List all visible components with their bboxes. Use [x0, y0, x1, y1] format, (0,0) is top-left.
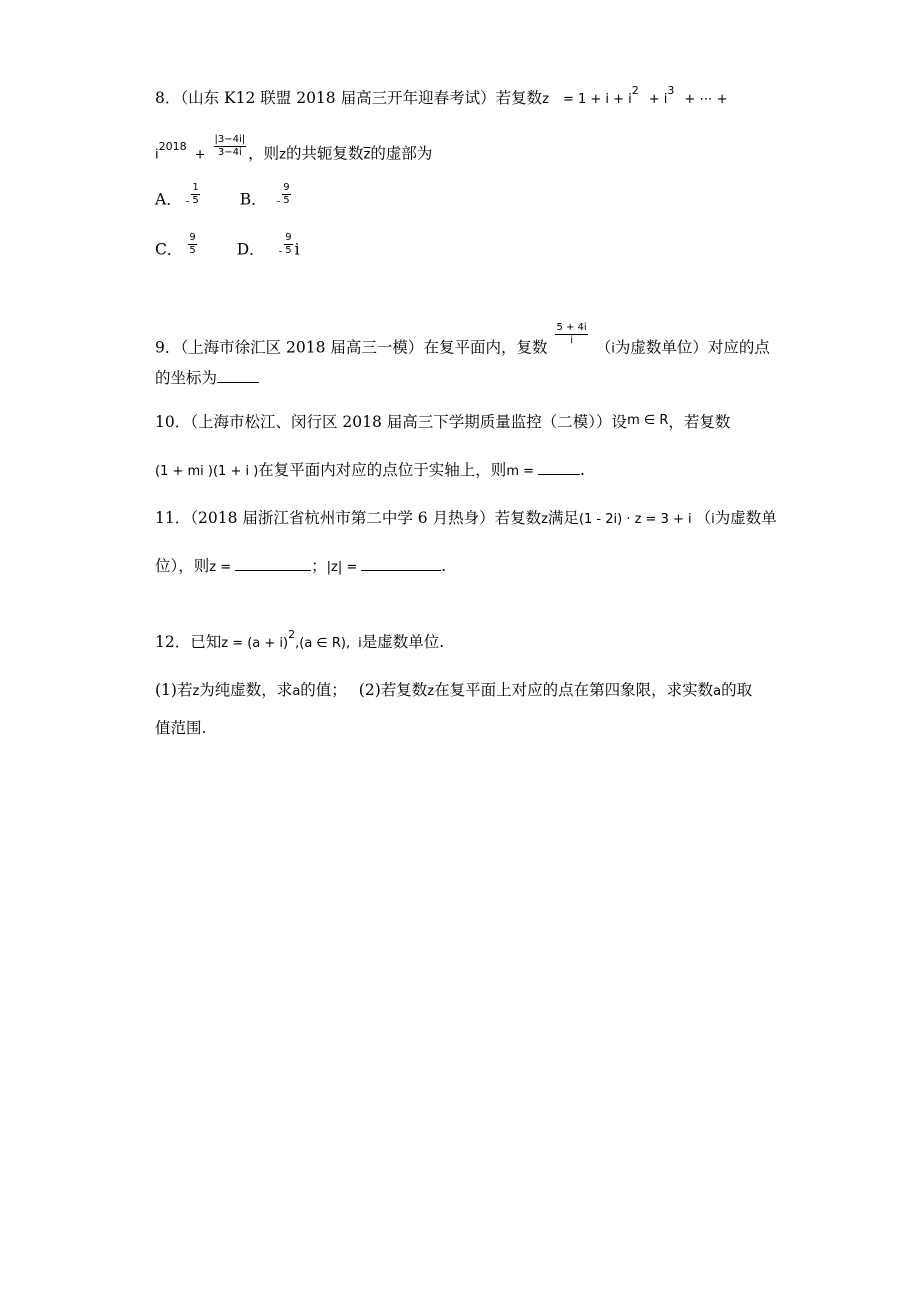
option-b-fraction: $\frac{9}{5}$	[283, 182, 290, 206]
q10-answer-blank[interactable]	[538, 460, 580, 475]
option-d-fraction: $\frac{9}{5}$	[285, 232, 292, 256]
question-8-options-ab: A． - $\frac{1}{5}$ B． - $\frac{9}{5}$	[155, 182, 290, 209]
q11-z-answer-blank[interactable]	[235, 556, 311, 571]
question-10-line-2: (1 + mi )(1 + i )在复平面内对应的点位于实轴上，则m = .	[155, 461, 585, 479]
q9-source: （上海市徐汇区 2018 届高三一模）	[180, 338, 424, 357]
q9-fraction: $\frac{5 + 4i}{i}$	[556, 322, 587, 346]
question-11-line-1: 11．（2018 届浙江省杭州市第二中学 6 月热身）若复数z满足(1 - 2i) · z = 3 + i （i为虚数单	[155, 509, 777, 527]
question-9-line-2: 的坐标为	[155, 368, 259, 388]
option-a-fraction: $\frac{1}{5}$	[192, 182, 199, 206]
z-conjugate: $\overline{z}$	[363, 147, 371, 163]
option-c-fraction: $\frac{9}{5}$	[189, 232, 196, 256]
question-8-line-1: 8．（山东 K12 联盟 2018 届高三开年迎春考试）若复数$z = 1 + i + i^2+ i^3+$ ⋯ +	[155, 84, 728, 107]
question-9-line-1: 9．（上海市徐汇区 2018 届高三一模）在复平面内，复数 $\frac{5 + 4i}{i}$ （i为虚数单位）对应的点	[155, 322, 770, 357]
question-8-line-2: $i^{2018}+$ $\frac{|3-4i|}{3-4i}$ ，则z的共轭复数$\overline{z}$的虚部为	[155, 134, 433, 163]
option-d-label: D．	[236, 240, 265, 259]
q10-source: （上海市松江、闵行区 2018 届高三下学期质量监控（二模））	[190, 413, 612, 431]
q8-abs-fraction: $\frac{|3-4i|}{3-4i}$	[214, 134, 246, 158]
option-b-label: B．	[239, 190, 267, 209]
question-12-line-2: (1)若z为纯虚数，求a的值； (2)若复数z在复平面上对应的点在第四象限，求实数a的取	[155, 681, 753, 699]
question-8-options-cd: C． $\frac{9}{5}$ D． - $\frac{9}{5}$ i	[155, 232, 300, 259]
q8-source: （山东 K12 联盟 2018 届高三开年迎春考试）	[180, 89, 496, 107]
question-10-line-1: 10．（上海市松江、闵行区 2018 届高三下学期质量监控（二模））设m ∈ R，若复数	[155, 413, 731, 431]
q9-answer-blank[interactable]	[217, 368, 259, 383]
question-12-line-1: 12．已知$z = (a + i)^2,(a$ ∈ R), i是虚数单位.	[155, 628, 445, 651]
question-11-line-2: 位），则z = ；|z| = .	[155, 557, 447, 575]
question-12-line-3: 值范围.	[155, 719, 207, 737]
q11-abs-answer-blank[interactable]	[361, 556, 441, 571]
option-a-label: A．	[155, 190, 182, 209]
option-c-label: C．	[155, 240, 183, 259]
q11-source: （2018 届浙江省杭州市第二中学 6 月热身）	[190, 509, 495, 527]
